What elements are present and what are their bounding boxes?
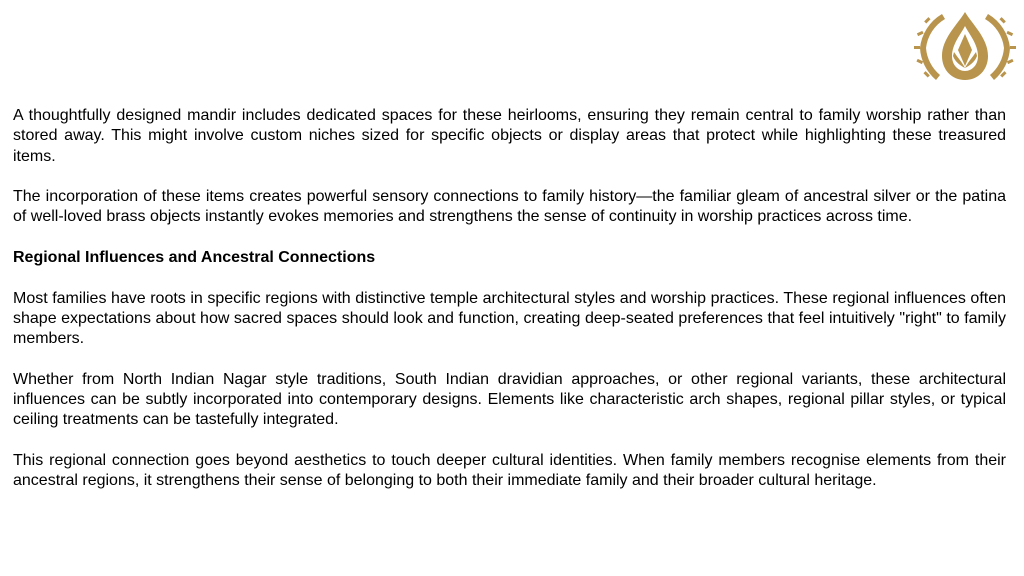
mandir-emblem-icon — [912, 8, 1018, 84]
paragraph-cultural-identity: This regional connection goes beyond aesthetics to touch deeper cultural identities. When family members recognise elements from their ancestral regions, it strengthens their sense of belonging to both their immediate family and their broader cultural heritage. — [13, 452, 1006, 490]
paragraph-architectural-influences: Whether from North Indian Nagar style traditions, South Indian dravidian approaches, or other regional variants, these architectural influences can be subtly incorporated into contemporary designs. Elements like characteristic arch shapes, regional pillar styles, or typical ceiling treatments can be tastefully integrated. — [13, 370, 1006, 429]
paragraph-heirloom-spaces: A thoughtfully designed mandir includes dedicated spaces for these heirlooms, ensuring they remain central to family worship rather than stored away. This might involve custom niches sized for specific objects or display areas that protect while highlighting these treasured items. — [13, 107, 1006, 165]
section-heading: Regional Influences and Ancestral Connections — [13, 249, 376, 267]
article-body — [13, 106, 1006, 512]
paragraph-sensory-connections: The incorporation of these items creates powerful sensory connections to family history—the familiar gleam of ancestral silver or the patina of well-loved brass objects instantly evokes memories and strengthens the sense of continuity in worship practices across time. — [13, 188, 1006, 226]
paragraph-regional-roots: Most families have roots in specific regions with distinctive temple architectural styles and worship practices. These regional influences often shape expectations about how sacred spaces should look and function, creating deep-seated preferences that feel intuitively "right" to family members. — [13, 289, 1006, 348]
